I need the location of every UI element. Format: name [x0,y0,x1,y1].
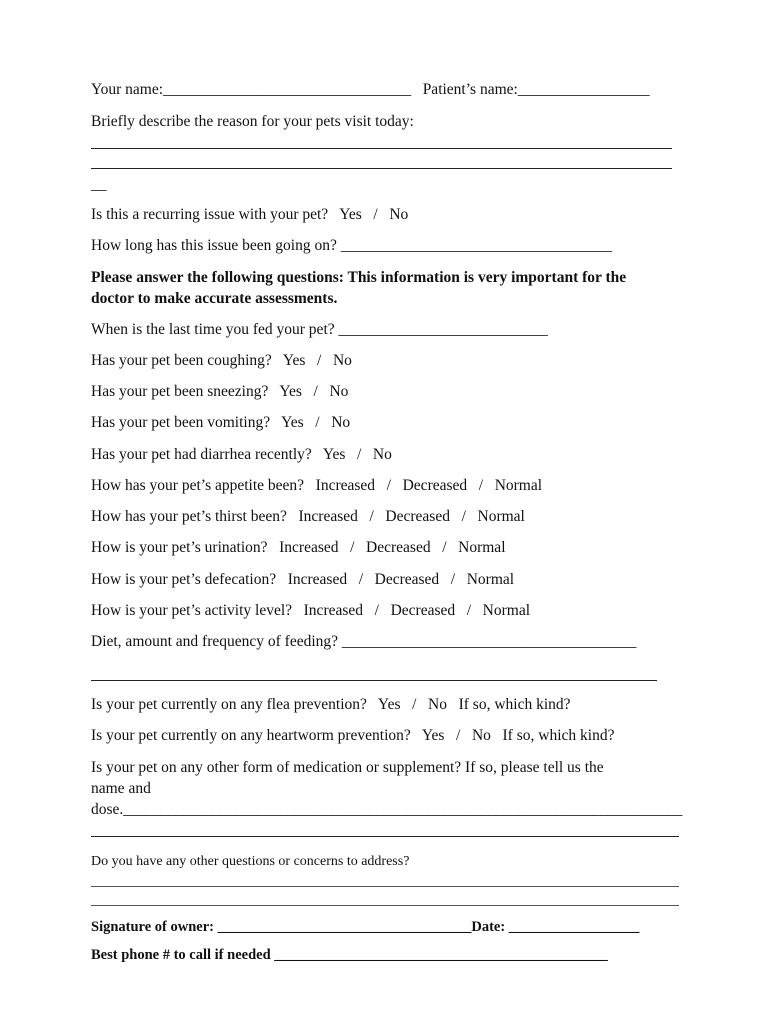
thirst-question: How has your pet’s thirst been? Increased / Decreased / Normal [91,508,525,525]
your-name-field[interactable]: ________________________________ [163,81,412,98]
medication-question-line-2: name and [91,780,151,797]
appetite-question: How has your pet’s appetite been? Increased / Decreased / Normal [91,477,543,494]
flea-question: Is your pet currently on any flea prevention? Yes / No If so, which kind? [91,696,571,713]
medication-question-line-3: dose. [91,801,124,818]
name-row [91,80,650,100]
vomiting-question: Has your pet been vomiting? Yes / No [91,414,351,431]
signature-field[interactable]: ___________________________________ [217,919,472,935]
diet-field[interactable]: ______________________________________ [341,633,637,650]
signature-label: Signature of owner: [91,919,214,935]
date-label: Date: [471,919,506,935]
your-name-label: Your name: [91,81,164,98]
phone-label: Best phone # to call if needed [91,947,271,963]
heartworm-question: Is your pet currently on any heartworm prevention? Yes / No If so, which kind? [91,727,615,744]
duration-row [91,236,612,256]
recurring-question: Is this a recurring issue with your pet? Yes / No [91,206,409,223]
patient-name-field[interactable]: _________________ [517,81,650,98]
diet-row [91,632,636,652]
diet-question: Diet, amount and frequency of feeding? [91,633,339,650]
signature-row [91,917,639,937]
sneezing-question: Has your pet been sneezing? Yes / No [91,383,349,400]
instructions-line-1: Please answer the following questions: This information is very important for the [91,269,627,286]
medication-field[interactable]: ___________________________________________________________________________ [123,801,683,818]
medication-row [91,800,682,820]
other-questions-line-2[interactable] [91,905,679,906]
patient-name-label: Patient’s name: [422,81,518,98]
duration-field[interactable]: ___________________________________ [340,237,612,254]
other-questions-line-1[interactable] [91,886,679,887]
diarrhea-question: Has your pet had diarrhea recently? Yes / No [91,446,392,463]
activity-question: How is your pet’s activity level? Increased / Decreased / Normal [91,602,531,619]
reason-prompt: Briefly describe the reason for your pets visit today: [91,113,414,130]
reason-line-2[interactable] [91,168,672,169]
phone-field[interactable]: ______________________________________________ [274,947,608,963]
other-questions-prompt: Do you have any other questions or concerns to address? [91,854,410,869]
diet-line-2[interactable] [91,680,657,681]
duration-question: How long has this issue been going on? [91,237,337,254]
coughing-question: Has your pet been coughing? Yes / No [91,352,352,369]
medication-line-2[interactable] [91,836,679,837]
medication-question-line-1: Is your pet on any other form of medication or supplement? If so, please tell us the [91,759,604,776]
reason-line-tail[interactable]: __ [91,176,107,193]
urination-question: How is your pet’s urination? Increased / Decreased / Normal [91,539,506,556]
instructions-line-2: doctor to make accurate assessments. [91,290,338,307]
last-fed-question: When is the last time you fed your pet? [91,321,335,338]
phone-row [91,945,608,965]
last-fed-field[interactable]: ___________________________ [338,321,548,338]
date-field[interactable]: __________________ [508,919,640,935]
reason-line-1[interactable] [91,148,672,149]
last-fed-row [91,320,548,340]
defecation-question: How is your pet’s defecation? Increased / Decreased / Normal [91,571,515,588]
